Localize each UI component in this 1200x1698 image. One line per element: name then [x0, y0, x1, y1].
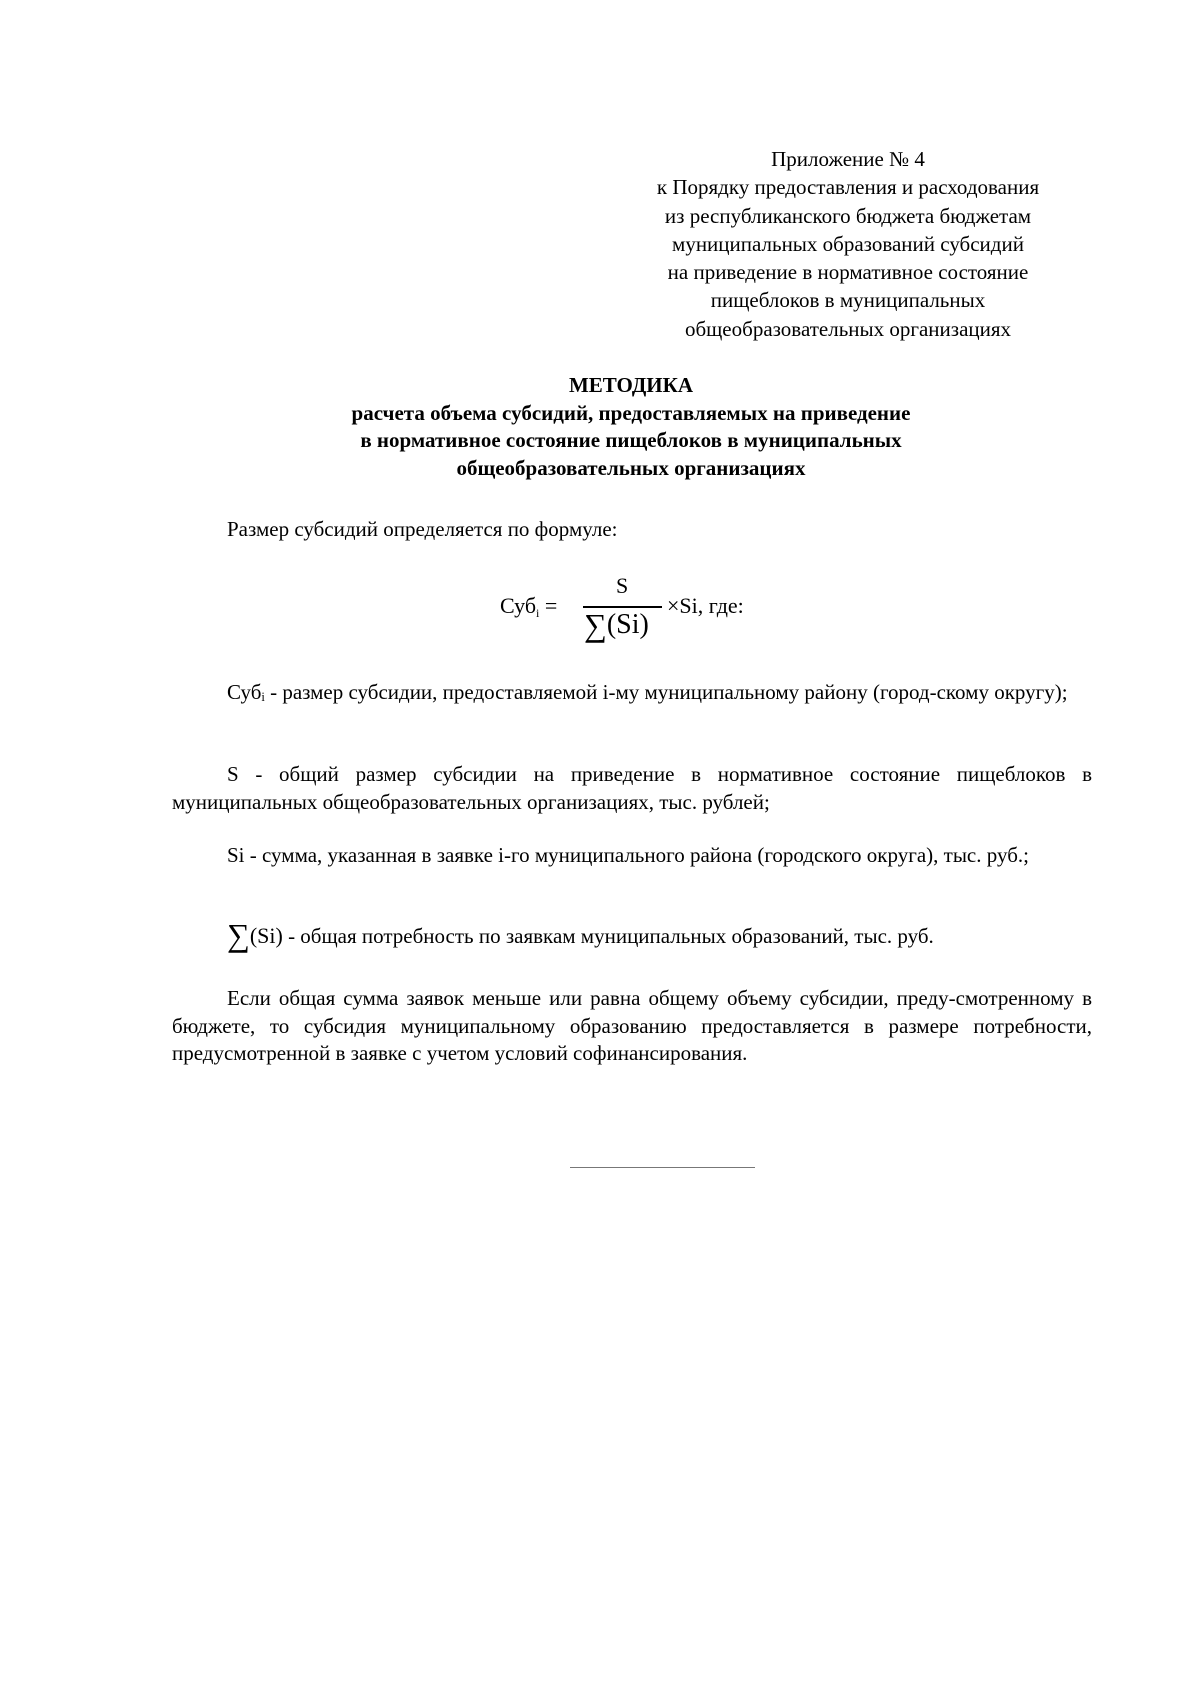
formula-lhs-symbol: Суб — [500, 593, 537, 618]
end-separator-line — [570, 1167, 755, 1168]
subsidy-formula — [500, 573, 780, 653]
appendix-line: пищеблоков в муниципальных — [710, 288, 986, 313]
appendix-header — [618, 145, 1078, 343]
formula-lhs — [500, 593, 557, 621]
sum-definition-text: - общая потребность по заявкам муниципальных образований, тыс. руб. — [282, 924, 934, 948]
appendix-line: к Порядку предоставления и расходования — [656, 175, 1040, 200]
appendix-line: на приведение в нормативное состояние — [667, 260, 1029, 285]
formula-equals: = — [544, 593, 558, 618]
definition-si: Si - сумма, указанная в заявке i-го муниципального района (городского округа), тыс. руб.; — [227, 843, 1029, 867]
title-heading: МЕТОДИКА — [568, 373, 694, 397]
document-title — [170, 372, 1092, 482]
closing-paragraph: Если общая сумма заявок меньше или равна общему объему субсидии, преду-смотренному в бюджете, то субсидия муниципальному образованию предоставляется в размере потребности, предусмотренной в заявке с учетом условий софинансирования. — [172, 986, 1092, 1065]
definition-sub-i: Субᵢ - размер субсидии, предоставляемой i-му муниципальному району (город-скому округу); — [227, 680, 1068, 704]
appendix-line: общеобразовательных организациях — [684, 316, 1012, 341]
sigma-symbol: ∑ — [584, 607, 607, 643]
formula-times: × — [667, 593, 680, 618]
sigma-symbol: ∑ — [227, 917, 250, 953]
formula-rhs-text: Si, где: — [679, 593, 744, 618]
formula-numerator: S — [616, 573, 629, 598]
appendix-line: муниципальных образований субсидий — [672, 231, 1024, 256]
title-line: в нормативное состояние пищеблоков в муниципальных — [360, 428, 902, 452]
sum-expression: (Si) — [249, 923, 283, 948]
appendix-line: Приложение № 4 — [771, 147, 925, 171]
formula-rhs — [667, 593, 744, 619]
definition-s: S - общий размер субсидии на приведение в нормативное состояние пищеблоков в муниципальных общеобразовательных организациях, тыс. рублей; — [172, 762, 1092, 814]
formula-denominator-inner: (Si) — [606, 609, 649, 640]
formula-denominator — [584, 607, 649, 644]
definition-sum-si — [227, 917, 934, 954]
title-line: общеобразовательных организациях — [456, 455, 806, 480]
appendix-line: из республиканского бюджета бюджетам — [664, 203, 1032, 228]
intro-paragraph: Размер субсидий определяется по формуле: — [227, 517, 618, 541]
title-line: расчета объема субсидий, предоставляемых на приведение — [351, 400, 911, 425]
formula-lhs-subscript: i — [536, 606, 540, 620]
